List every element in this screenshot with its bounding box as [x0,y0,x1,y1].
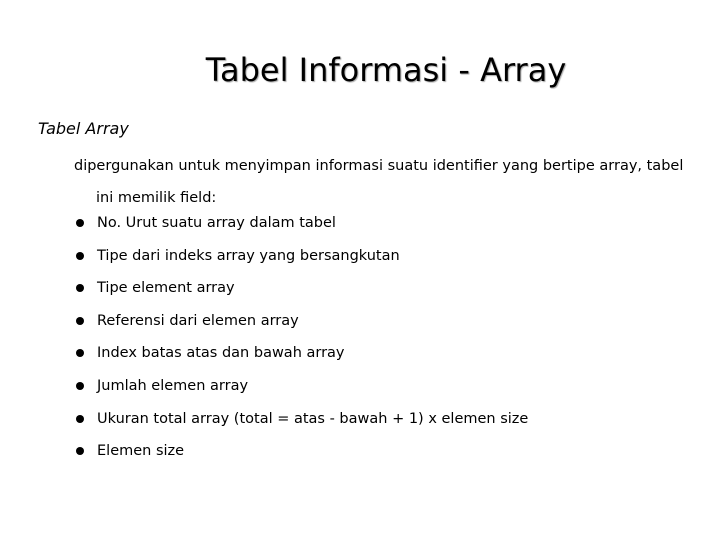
field-list [74,207,528,468]
field-item-tipe-element [74,272,528,305]
field-item-no-urut [74,207,528,240]
field-label: Tipe dari indeks array yang bersangkutan [97,247,400,264]
field-item-jumlah-elemen [74,370,528,403]
bullet-icon [76,317,84,325]
field-label: Tipe element array [97,280,235,297]
bullet-icon [76,284,84,292]
field-label: No. Urut suatu array dalam tabel [97,215,336,231]
field-label: Index batas atas dan bawah array [97,345,345,362]
field-label: Elemen size [97,443,185,460]
bullet-icon [76,219,84,227]
bullet-icon [76,447,84,455]
bullet-icon [76,415,84,423]
bullet-icon [76,349,84,357]
intro-paragraph [74,150,694,214]
intro-line-2: ini memilik field: [96,190,217,206]
field-item-elemen-size [74,435,528,468]
field-item-referensi [74,305,528,338]
section-heading: Tabel Array [38,119,129,138]
field-item-tipe-indeks [74,240,528,273]
field-item-ukuran-total [74,403,528,436]
bullet-icon [76,252,84,260]
slide-title: Tabel Informasi - Array [205,51,567,89]
bullet-icon [76,382,84,390]
intro-line-1: dipergunakan untuk menyimpan informasi suatu identifier yang bertipe array, tabel [74,158,684,174]
field-item-index-batas [74,337,528,370]
field-label: Ukuran total array (total = atas - bawah + 1) x elemen size [97,410,529,427]
field-label: Jumlah elemen array [97,377,249,394]
field-label: Referensi dari elemen array [97,312,299,329]
